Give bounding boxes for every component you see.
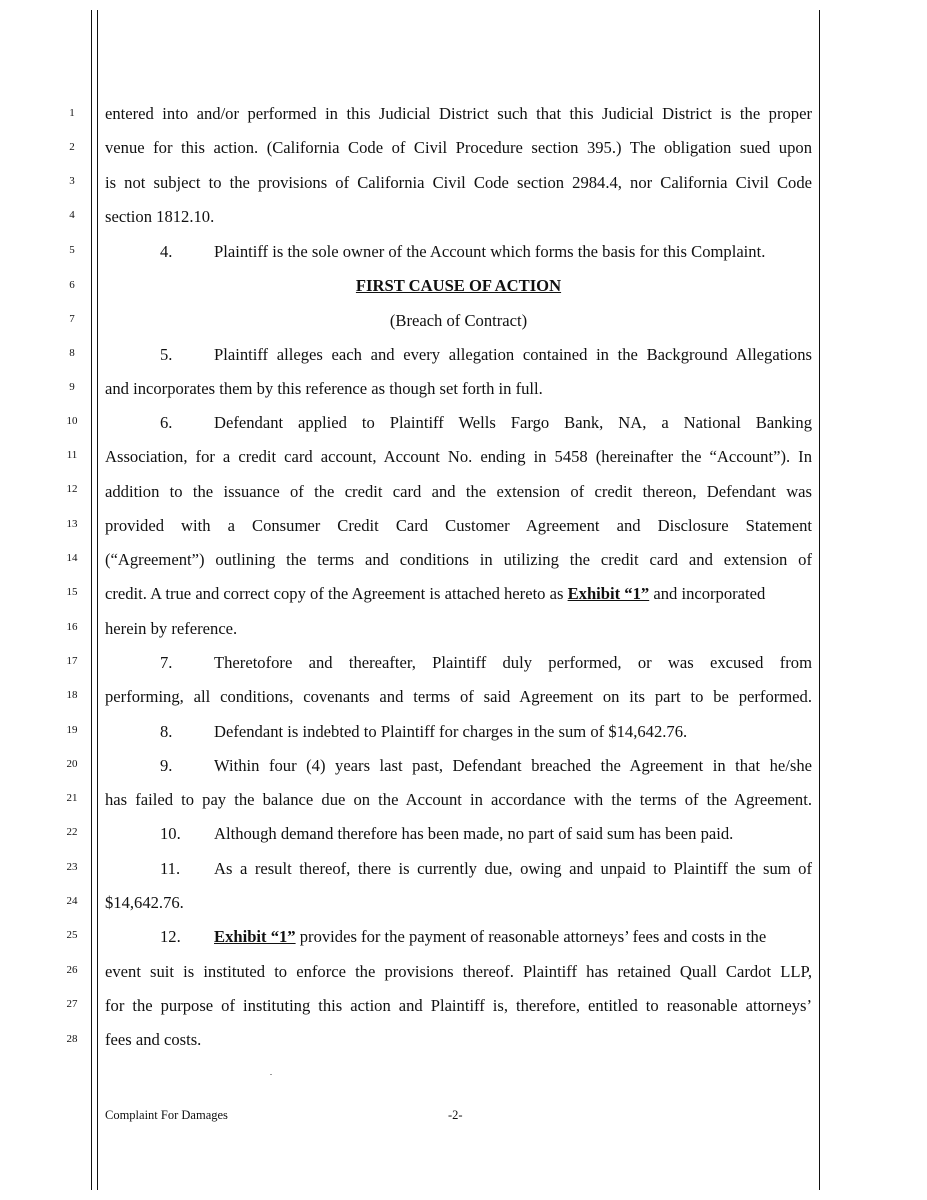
line-number: 24 xyxy=(66,895,78,907)
paragraph-6 xyxy=(160,412,812,434)
line-number: 16 xyxy=(66,621,78,633)
body-line: fees and costs. xyxy=(105,1030,202,1049)
line-number: 7 xyxy=(69,313,75,325)
body-line: provided with a Consumer Credit Card Customer Agreement and Disclosure Statement xyxy=(105,516,812,535)
paragraph-number: 5. xyxy=(160,345,173,364)
paragraph-4 xyxy=(160,241,812,263)
line-number: 13 xyxy=(66,518,78,530)
line-number: 14 xyxy=(66,552,78,564)
paragraph-number: 9. xyxy=(160,756,173,775)
line-number: 9 xyxy=(69,381,75,393)
body-line xyxy=(105,583,812,605)
body-line: venue for this action. (California Code of Civil Procedure section 395.) The obligation sued upon xyxy=(105,138,812,157)
line-number: 11 xyxy=(66,449,78,461)
line-number: 6 xyxy=(69,279,75,291)
left-margin-rule xyxy=(91,10,92,1190)
line-number: 4 xyxy=(69,209,75,221)
line-number: 10 xyxy=(66,415,78,427)
paragraph-number: 8. xyxy=(160,722,173,741)
body-line: and incorporates them by this reference as though set forth in full. xyxy=(105,379,543,398)
line-number: 19 xyxy=(66,724,78,736)
paragraph-7 xyxy=(160,652,812,674)
body-line: (“Agreement”) outlining the terms and conditions in utilizing the credit card and extension of xyxy=(105,550,812,569)
body-line: Association, for a credit card account, Account No. ending in 5458 (hereinafter the “Account”). In xyxy=(105,447,812,466)
paragraph-number: 10. xyxy=(160,824,181,843)
paragraph-number: 6. xyxy=(160,413,173,432)
body-line: for the purpose of instituting this action and Plaintiff is, therefore, entitled to reasonable attorneys’ xyxy=(105,996,812,1015)
body-line: has failed to pay the balance due on the Account in accordance with the terms of the Agreement. xyxy=(105,790,812,809)
paragraph-text: As a result thereof, there is currently due, owing and unpaid to Plaintiff the sum of xyxy=(214,859,812,878)
body-line: addition to the issuance of the credit card and the extension of credit thereon, Defendant was xyxy=(105,482,812,501)
paragraph-text: Although demand therefore has been made, no part of said sum has been paid. xyxy=(214,824,734,843)
body-text: credit. A true and correct copy of the Agreement is attached hereto as xyxy=(105,584,568,603)
paragraph-text: Defendant applied to Plaintiff Wells Fargo Bank, NA, a National Banking xyxy=(214,413,812,432)
paragraph-text: Plaintiff alleges each and every allegation contained in the Background Allegations xyxy=(214,345,812,364)
line-number: 5 xyxy=(69,244,75,256)
paragraph-number: 4. xyxy=(160,242,173,261)
paragraph-12 xyxy=(160,926,812,948)
exhibit-reference: Exhibit “1” xyxy=(567,584,650,603)
line-number: 2 xyxy=(69,141,75,153)
paragraph-5 xyxy=(160,344,812,366)
paragraph-9 xyxy=(160,755,812,777)
left-margin-rule-inner xyxy=(97,10,98,1190)
paragraph-number: 12. xyxy=(160,927,181,946)
line-number: 23 xyxy=(66,861,78,873)
footer-title: Complaint For Damages xyxy=(105,1108,228,1122)
body-line: performing, all conditions, covenants and terms of said Agreement on its part to be performed. xyxy=(105,687,812,706)
paragraph-11 xyxy=(160,858,812,880)
right-margin-rule xyxy=(819,10,820,1190)
line-number: 8 xyxy=(69,347,75,359)
paragraph-text: Within four (4) years last past, Defendant breached the Agreement in that he/she xyxy=(214,756,812,775)
line-number: 12 xyxy=(66,483,78,495)
paragraph-number: 11. xyxy=(160,859,181,878)
line-number: 22 xyxy=(66,826,78,838)
body-line: $14,642.76. xyxy=(105,893,184,912)
section-heading: FIRST CAUSE OF ACTION xyxy=(355,276,562,295)
paragraph-text: Plaintiff is the sole owner of the Account which forms the basis for this Complaint. xyxy=(214,242,766,261)
section-subheading: (Breach of Contract) xyxy=(389,311,528,330)
paragraph-number: 7. xyxy=(160,653,173,672)
line-number: 21 xyxy=(66,792,78,804)
line-number: 26 xyxy=(66,964,78,976)
line-number: 15 xyxy=(66,586,78,598)
paragraph-10 xyxy=(160,823,812,845)
body-line: herein by reference. xyxy=(105,619,238,638)
body-line: event suit is instituted to enforce the provisions thereof. Plaintiff has retained Quall Cardot LLP, xyxy=(105,962,812,981)
line-number: 20 xyxy=(66,758,78,770)
line-number: 28 xyxy=(66,1033,78,1045)
line-number: 3 xyxy=(69,175,75,187)
body-line: section 1812.10. xyxy=(105,207,215,226)
line-number: 18 xyxy=(66,689,78,701)
body-line: is not subject to the provisions of California Civil Code section 2984.4, nor California Civil Code xyxy=(105,173,812,192)
body-line: entered into and/or performed in this Judicial District such that this Judicial District is the proper xyxy=(105,104,812,123)
line-number: 25 xyxy=(66,929,78,941)
page-number: -2- xyxy=(448,1108,463,1122)
exhibit-reference: Exhibit “1” xyxy=(214,927,296,946)
body-text: and incorporated xyxy=(649,584,766,603)
line-number: 1 xyxy=(69,107,75,119)
paragraph-8 xyxy=(160,721,812,743)
paragraph-text: Defendant is indebted to Plaintiff for charges in the sum of $14,642.76. xyxy=(214,722,688,741)
scan-speck xyxy=(270,1074,272,1075)
paragraph-text: provides for the payment of reasonable attorneys’ fees and costs in the xyxy=(295,927,767,946)
paragraph-text: Theretofore and thereafter, Plaintiff duly performed, or was excused from xyxy=(214,653,812,672)
line-number: 27 xyxy=(66,998,78,1010)
line-number: 17 xyxy=(66,655,78,667)
